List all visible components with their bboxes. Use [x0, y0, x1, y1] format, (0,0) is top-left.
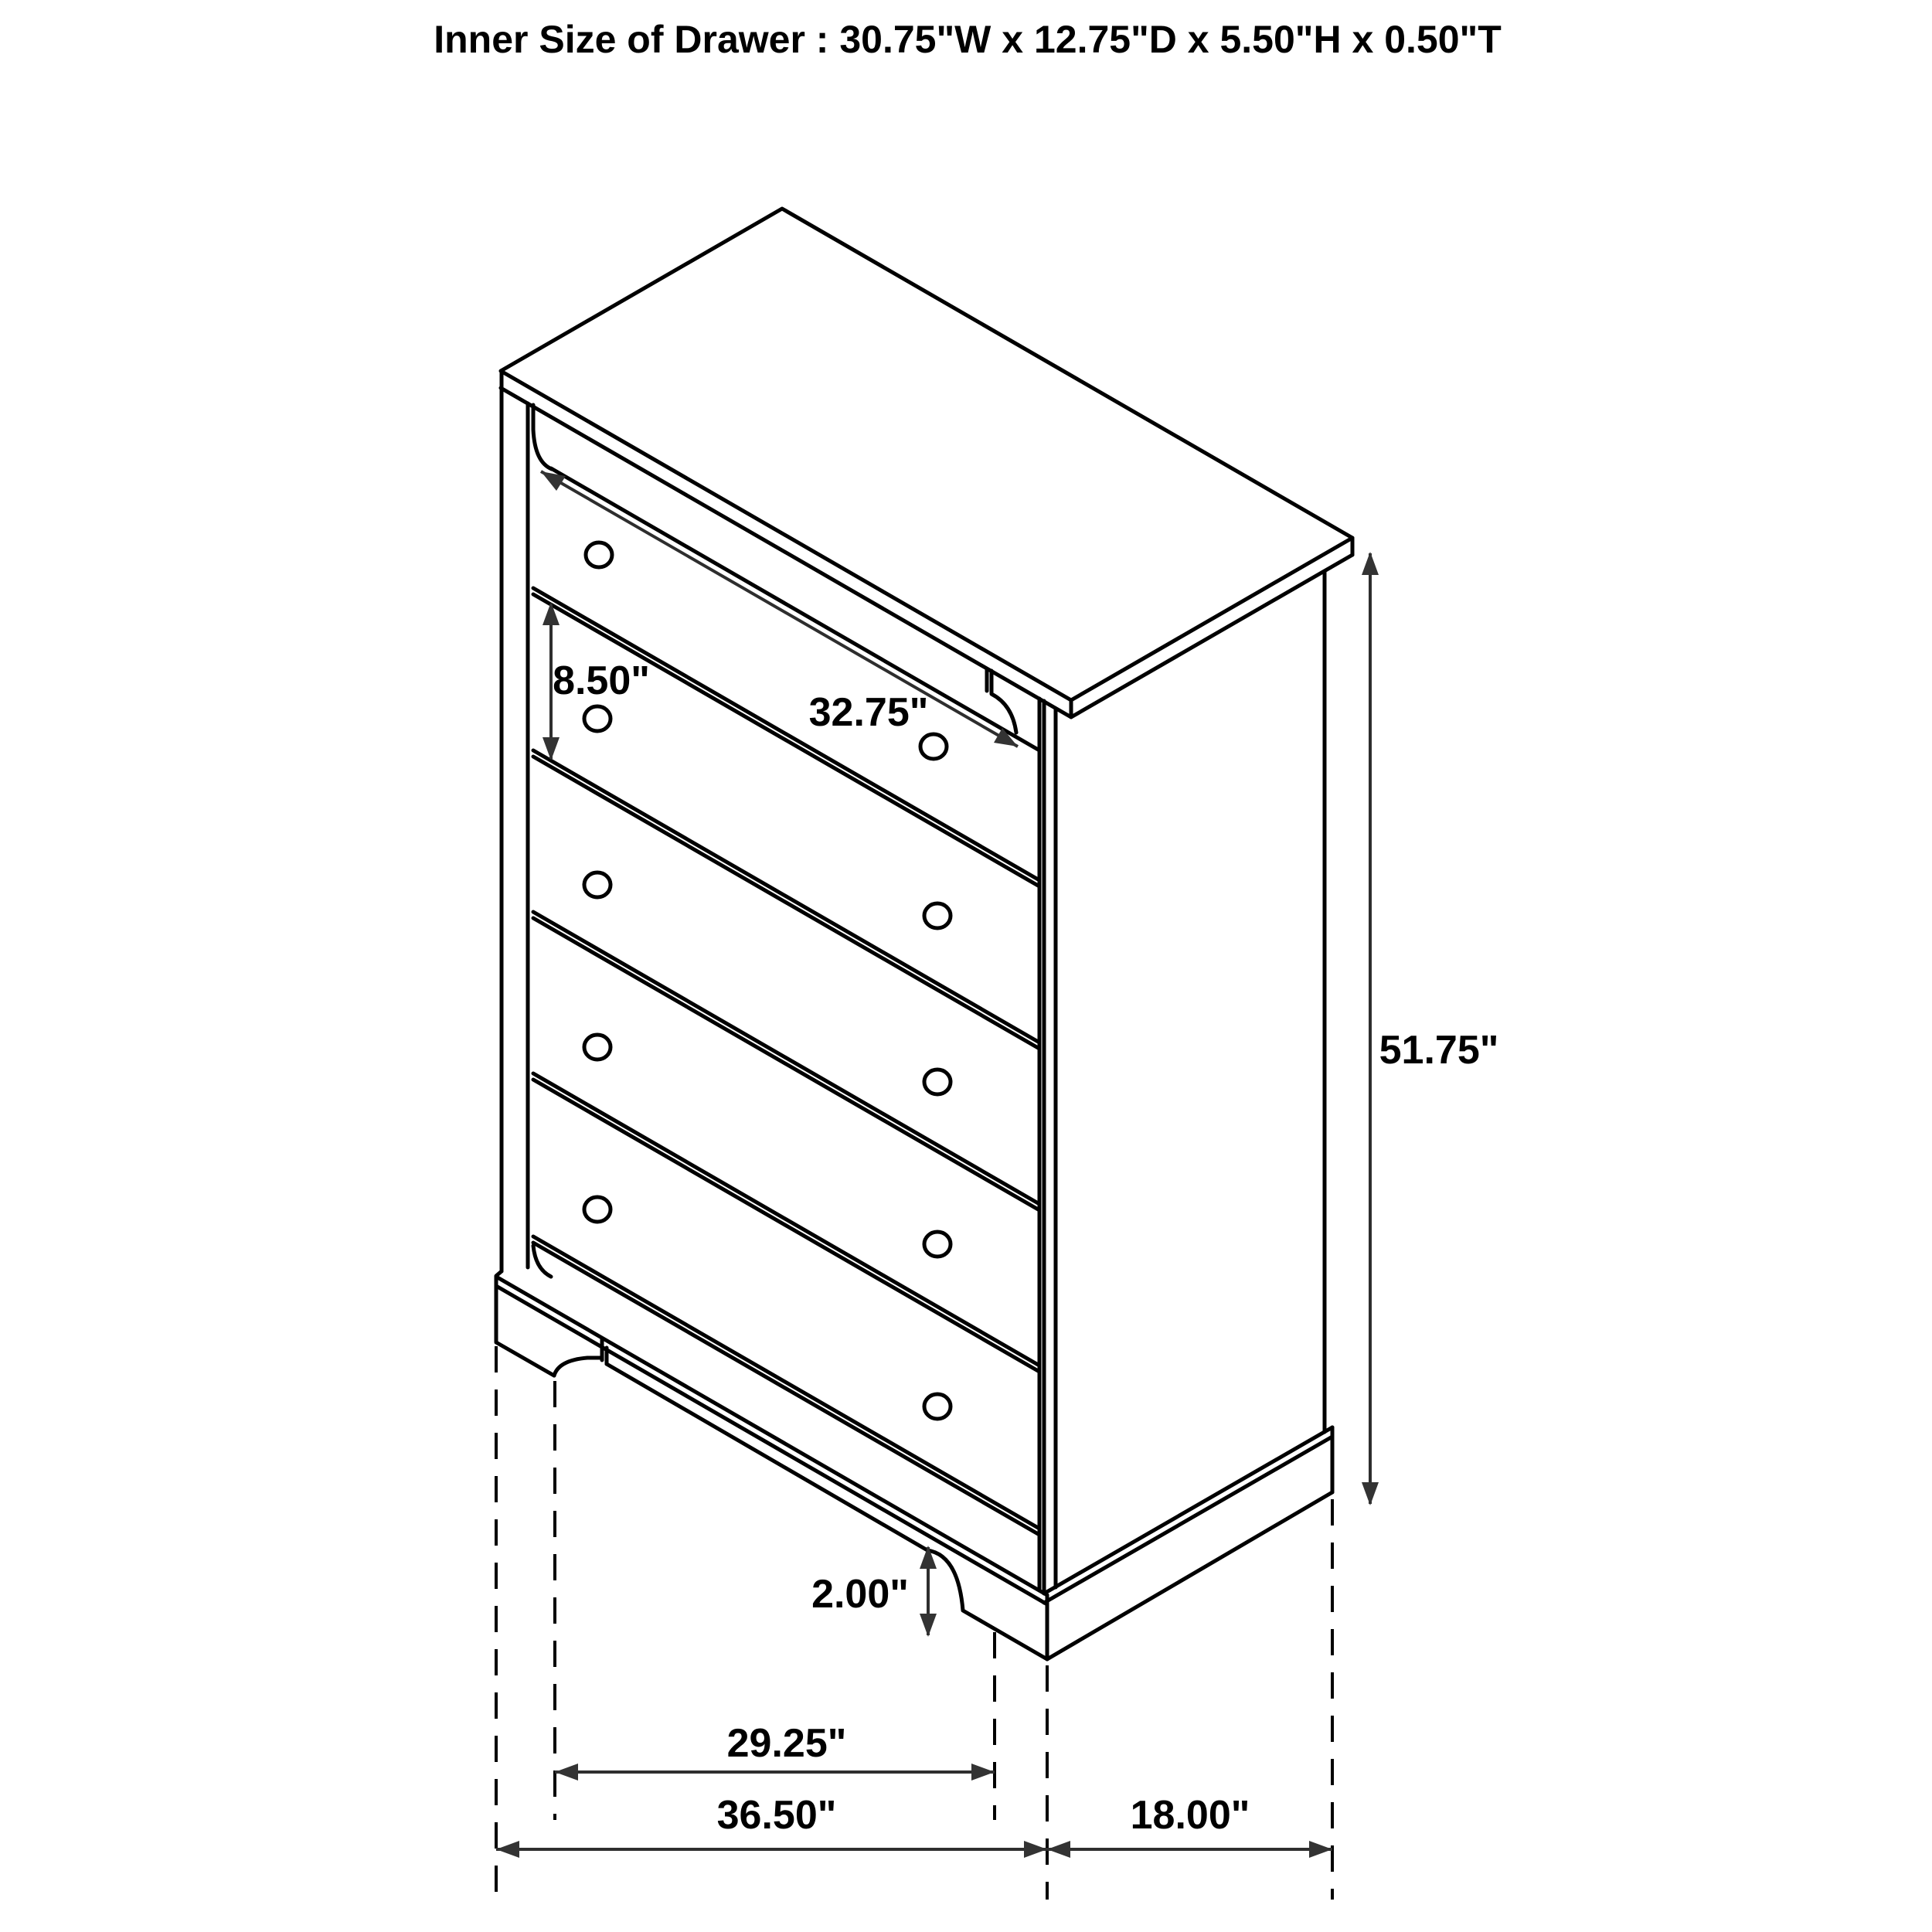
label-drawer-width: 32.75": [808, 690, 929, 735]
drawer1-top-edge: [551, 468, 1039, 750]
label-drawer-height: 8.50": [553, 658, 650, 703]
label-overall-width: 36.50": [716, 1793, 837, 1838]
label-overall-height: 51.75": [1379, 1028, 1499, 1073]
dim-line-drawer-width: [541, 471, 1018, 747]
chest-outline: [496, 209, 1352, 1659]
drawer-separations: [533, 588, 1039, 1535]
base-plinth: [496, 1271, 1332, 1659]
label-feet-span: 29.25": [726, 1721, 847, 1766]
label-overall-depth: 18.00": [1130, 1793, 1250, 1838]
diagram-title: Inner Size of Drawer : 30.75"W x 12.75"D x 5.50"H x 0.50"T: [434, 18, 1502, 61]
label-foot-height: 2.00": [811, 1572, 909, 1617]
